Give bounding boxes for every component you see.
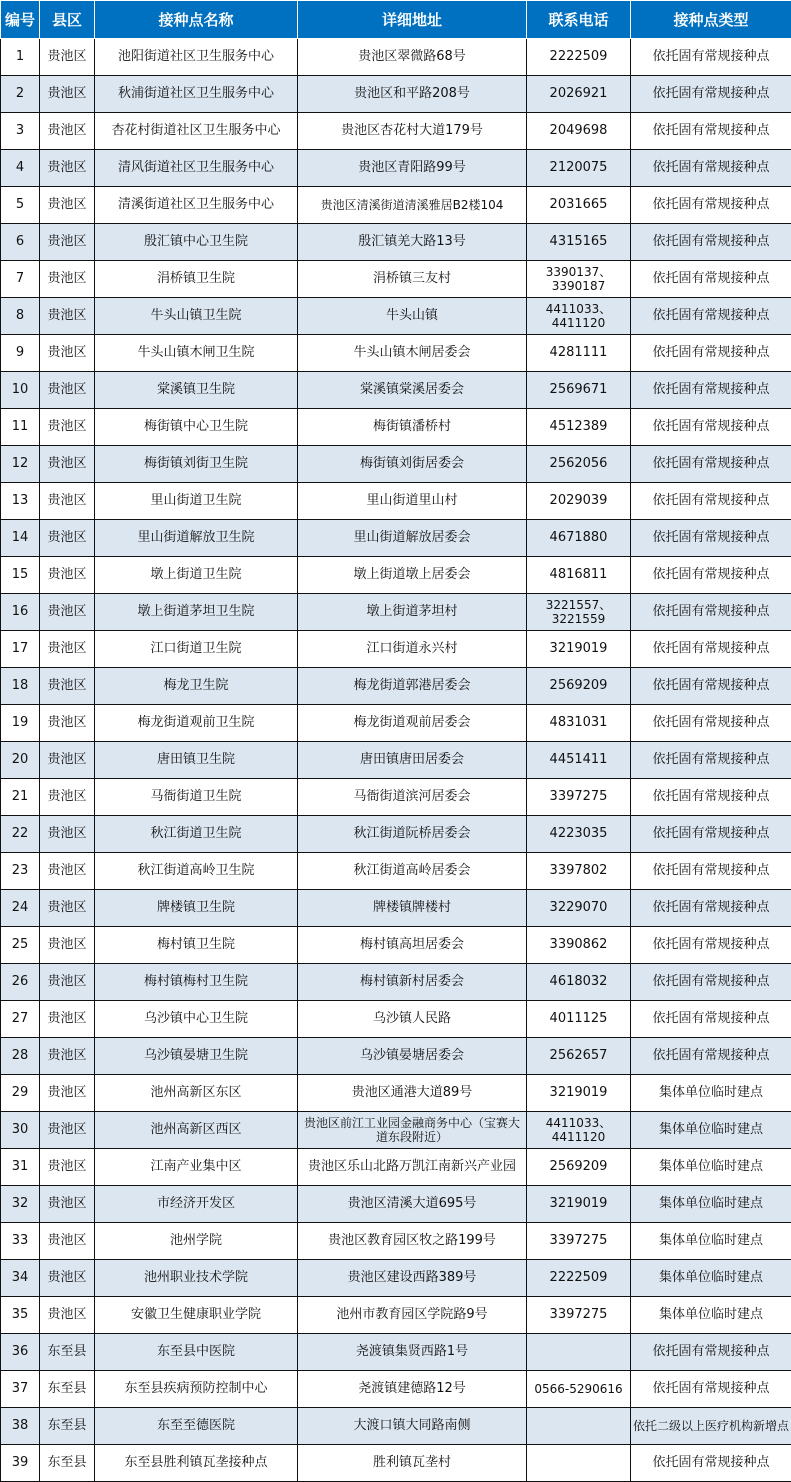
cell-county: 贵池区	[40, 1260, 95, 1297]
cell-county: 贵池区	[40, 779, 95, 816]
table-row	[1, 1186, 791, 1223]
cell-address: 贵池区翠微路68号	[298, 39, 527, 76]
cell-site-name: 东至县中医院	[95, 1334, 298, 1371]
cell-number: 6	[1, 224, 40, 261]
cell-phone: 4512389	[527, 409, 631, 446]
cell-county: 贵池区	[40, 520, 95, 557]
cell-county: 东至县	[40, 1445, 95, 1482]
cell-site-name: 牌楼镇卫生院	[95, 890, 298, 927]
cell-phone	[527, 1445, 631, 1482]
cell-phone: 4618032	[527, 964, 631, 1001]
table-row	[1, 113, 791, 150]
cell-county: 贵池区	[40, 1112, 95, 1149]
table-row	[1, 187, 791, 224]
cell-site-name: 杏花村街道社区卫生服务中心	[95, 113, 298, 150]
cell-number: 3	[1, 113, 40, 150]
table-row	[1, 779, 791, 816]
cell-number: 1	[1, 39, 40, 76]
cell-site-type: 依托固有常规接种点	[631, 742, 791, 779]
cell-phone: 2049698	[527, 113, 631, 150]
cell-address: 贵池区和平路208号	[298, 76, 527, 113]
cell-site-name: 池州高新区东区	[95, 1075, 298, 1112]
cell-county: 贵池区	[40, 335, 95, 372]
cell-number: 26	[1, 964, 40, 1001]
cell-number: 27	[1, 1001, 40, 1038]
cell-site-type: 依托固有常规接种点	[631, 594, 791, 631]
cell-phone: 3397275	[527, 1223, 631, 1260]
table-row	[1, 890, 791, 927]
table-row	[1, 39, 791, 76]
cell-number: 13	[1, 483, 40, 520]
cell-county: 贵池区	[40, 1075, 95, 1112]
cell-county: 贵池区	[40, 742, 95, 779]
cell-site-type: 依托固有常规接种点	[631, 668, 791, 705]
table-row	[1, 1001, 791, 1038]
cell-address: 殷汇镇羌大路13号	[298, 224, 527, 261]
cell-number: 9	[1, 335, 40, 372]
cell-address: 棠溪镇棠溪居委会	[298, 372, 527, 409]
cell-site-type: 集体单位临时建点	[631, 1297, 791, 1334]
cell-phone: 3390137、3390187	[527, 261, 631, 298]
cell-number: 34	[1, 1260, 40, 1297]
cell-site-name: 梅街镇刘街卫生院	[95, 446, 298, 483]
cell-address: 贵池区建设西路389号	[298, 1260, 527, 1297]
cell-county: 东至县	[40, 1408, 95, 1445]
cell-site-type: 依托固有常规接种点	[631, 631, 791, 668]
cell-county: 贵池区	[40, 557, 95, 594]
cell-site-name: 梅村镇梅村卫生院	[95, 964, 298, 1001]
cell-site-name: 殷汇镇中心卫生院	[95, 224, 298, 261]
cell-address: 贵池区通港大道89号	[298, 1075, 527, 1112]
cell-address: 贵池区前江工业园金融商务中心（宝赛大道东段附近）	[298, 1112, 527, 1149]
table-row	[1, 1297, 791, 1334]
cell-site-type: 依托固有常规接种点	[631, 224, 791, 261]
cell-county: 贵池区	[40, 631, 95, 668]
cell-county: 贵池区	[40, 224, 95, 261]
cell-site-name: 东至县胜利镇瓦垄接种点	[95, 1445, 298, 1482]
cell-site-type: 依托固有常规接种点	[631, 1001, 791, 1038]
cell-site-type: 依托固有常规接种点	[631, 927, 791, 964]
table-row	[1, 742, 791, 779]
cell-phone: 2222509	[527, 1260, 631, 1297]
cell-phone: 4315165	[527, 224, 631, 261]
table-row	[1, 816, 791, 853]
cell-site-name: 池州高新区西区	[95, 1112, 298, 1149]
cell-address: 梅街镇潘桥村	[298, 409, 527, 446]
cell-county: 贵池区	[40, 816, 95, 853]
cell-address: 牛头山镇木闸居委会	[298, 335, 527, 372]
cell-number: 4	[1, 150, 40, 187]
cell-phone: 4011125	[527, 1001, 631, 1038]
cell-number: 20	[1, 742, 40, 779]
cell-phone: 3229070	[527, 890, 631, 927]
cell-site-name: 清风街道社区卫生服务中心	[95, 150, 298, 187]
cell-address: 梅村镇高坦居委会	[298, 927, 527, 964]
cell-number: 8	[1, 298, 40, 335]
cell-address: 胜利镇瓦垄村	[298, 1445, 527, 1482]
cell-number: 18	[1, 668, 40, 705]
table-row	[1, 150, 791, 187]
cell-phone: 3397275	[527, 779, 631, 816]
cell-site-name: 乌沙镇中心卫生院	[95, 1001, 298, 1038]
cell-phone: 4671880	[527, 520, 631, 557]
table-row	[1, 557, 791, 594]
cell-site-type: 依托二级以上医疗机构新增点	[631, 1408, 791, 1445]
cell-site-type: 依托固有常规接种点	[631, 446, 791, 483]
table-row	[1, 1334, 791, 1371]
cell-phone: 3219019	[527, 1186, 631, 1223]
cell-site-type: 依托固有常规接种点	[631, 76, 791, 113]
table-row	[1, 964, 791, 1001]
cell-phone: 3390862	[527, 927, 631, 964]
cell-phone: 3219019	[527, 1075, 631, 1112]
cell-phone: 2031665	[527, 187, 631, 224]
cell-phone: 3221557、3221559	[527, 594, 631, 631]
cell-site-type: 依托固有常规接种点	[631, 890, 791, 927]
cell-number: 2	[1, 76, 40, 113]
cell-phone: 0566-5290616	[527, 1371, 631, 1408]
cell-county: 贵池区	[40, 39, 95, 76]
cell-phone: 3397275	[527, 1297, 631, 1334]
cell-site-name: 牛头山镇木闸卫生院	[95, 335, 298, 372]
cell-phone: 4831031	[527, 705, 631, 742]
cell-address: 墩上街道茅坦村	[298, 594, 527, 631]
cell-phone	[527, 1408, 631, 1445]
cell-number: 15	[1, 557, 40, 594]
cell-number: 21	[1, 779, 40, 816]
cell-site-name: 东至至德医院	[95, 1408, 298, 1445]
cell-county: 贵池区	[40, 372, 95, 409]
cell-site-name: 东至县疾病预防控制中心	[95, 1371, 298, 1408]
table-row	[1, 1260, 791, 1297]
cell-number: 14	[1, 520, 40, 557]
cell-phone: 4411033、4411120	[527, 298, 631, 335]
table-row	[1, 1075, 791, 1112]
cell-address: 牌楼镇牌楼村	[298, 890, 527, 927]
table-row	[1, 705, 791, 742]
cell-site-type: 依托固有常规接种点	[631, 409, 791, 446]
cell-number: 23	[1, 853, 40, 890]
table-row	[1, 335, 791, 372]
cell-site-type: 依托固有常规接种点	[631, 705, 791, 742]
cell-address: 贵池区青阳路99号	[298, 150, 527, 187]
cell-site-type: 集体单位临时建点	[631, 1149, 791, 1186]
cell-county: 贵池区	[40, 853, 95, 890]
cell-site-type: 集体单位临时建点	[631, 1112, 791, 1149]
cell-address: 尧渡镇集贤西路1号	[298, 1334, 527, 1371]
cell-number: 25	[1, 927, 40, 964]
cell-county: 东至县	[40, 1334, 95, 1371]
cell-address: 贵池区清溪街道清溪雅居B2楼104	[298, 187, 527, 224]
cell-county: 贵池区	[40, 298, 95, 335]
cell-site-type: 集体单位临时建点	[631, 1075, 791, 1112]
cell-site-type: 依托固有常规接种点	[631, 816, 791, 853]
cell-site-type: 集体单位临时建点	[631, 1223, 791, 1260]
cell-site-name: 市经济开发区	[95, 1186, 298, 1223]
cell-county: 贵池区	[40, 1297, 95, 1334]
cell-site-type: 依托固有常规接种点	[631, 853, 791, 890]
cell-address: 梅龙街道观前居委会	[298, 705, 527, 742]
cell-county: 贵池区	[40, 76, 95, 113]
cell-number: 36	[1, 1334, 40, 1371]
table-row	[1, 483, 791, 520]
cell-address: 梅龙街道郭港居委会	[298, 668, 527, 705]
table-row	[1, 668, 791, 705]
cell-site-name: 池州职业技术学院	[95, 1260, 298, 1297]
cell-county: 贵池区	[40, 1038, 95, 1075]
cell-address: 秋江街道阮桥居委会	[298, 816, 527, 853]
table-row	[1, 446, 791, 483]
cell-number: 30	[1, 1112, 40, 1149]
cell-county: 贵池区	[40, 594, 95, 631]
cell-phone: 4816811	[527, 557, 631, 594]
cell-site-name: 池州学院	[95, 1223, 298, 1260]
cell-number: 11	[1, 409, 40, 446]
cell-address: 乌沙镇晏塘居委会	[298, 1038, 527, 1075]
cell-site-name: 池阳街道社区卫生服务中心	[95, 39, 298, 76]
cell-county: 贵池区	[40, 446, 95, 483]
cell-county: 贵池区	[40, 150, 95, 187]
table-row	[1, 1149, 791, 1186]
cell-number: 33	[1, 1223, 40, 1260]
cell-county: 贵池区	[40, 483, 95, 520]
cell-address: 涓桥镇三友村	[298, 261, 527, 298]
cell-county: 贵池区	[40, 927, 95, 964]
cell-site-type: 依托固有常规接种点	[631, 964, 791, 1001]
cell-address: 池州市教育园区学院路9号	[298, 1297, 527, 1334]
table-body	[1, 39, 791, 1482]
cell-site-name: 江口街道卫生院	[95, 631, 298, 668]
header-phone: 联系电话	[527, 1, 631, 39]
table-row	[1, 853, 791, 890]
cell-county: 贵池区	[40, 705, 95, 742]
header-row	[1, 1, 791, 39]
cell-site-name: 清溪街道社区卫生服务中心	[95, 187, 298, 224]
cell-phone: 4281111	[527, 335, 631, 372]
cell-site-type: 依托固有常规接种点	[631, 335, 791, 372]
cell-site-name: 乌沙镇晏塘卫生院	[95, 1038, 298, 1075]
cell-county: 贵池区	[40, 113, 95, 150]
cell-site-name: 梅龙卫生院	[95, 668, 298, 705]
table-header	[1, 1, 791, 39]
cell-address: 乌沙镇人民路	[298, 1001, 527, 1038]
cell-phone: 2562056	[527, 446, 631, 483]
cell-site-type: 依托固有常规接种点	[631, 1038, 791, 1075]
cell-site-name: 安徽卫生健康职业学院	[95, 1297, 298, 1334]
cell-address: 马衙街道滨河居委会	[298, 779, 527, 816]
cell-site-type: 依托固有常规接种点	[631, 1334, 791, 1371]
cell-number: 28	[1, 1038, 40, 1075]
cell-phone: 3219019	[527, 631, 631, 668]
cell-county: 贵池区	[40, 668, 95, 705]
cell-number: 32	[1, 1186, 40, 1223]
cell-number: 39	[1, 1445, 40, 1482]
cell-phone: 2562657	[527, 1038, 631, 1075]
cell-address: 唐田镇唐田居委会	[298, 742, 527, 779]
cell-county: 贵池区	[40, 1223, 95, 1260]
cell-address: 贵池区乐山北路万凯江南新兴产业园	[298, 1149, 527, 1186]
cell-site-name: 梅龙街道观前卫生院	[95, 705, 298, 742]
cell-address: 贵池区杏花村大道179号	[298, 113, 527, 150]
cell-phone: 4223035	[527, 816, 631, 853]
table-row	[1, 76, 791, 113]
header-number: 编号	[1, 1, 40, 39]
cell-site-name: 秋浦街道社区卫生服务中心	[95, 76, 298, 113]
cell-number: 16	[1, 594, 40, 631]
cell-address: 尧渡镇建德路12号	[298, 1371, 527, 1408]
cell-phone: 2569209	[527, 1149, 631, 1186]
cell-number: 5	[1, 187, 40, 224]
table-row	[1, 372, 791, 409]
cell-number: 19	[1, 705, 40, 742]
cell-phone: 4411033、4411120	[527, 1112, 631, 1149]
table-row	[1, 298, 791, 335]
cell-phone: 2029039	[527, 483, 631, 520]
header-address: 详细地址	[298, 1, 527, 39]
cell-site-type: 依托固有常规接种点	[631, 779, 791, 816]
cell-site-type: 依托固有常规接种点	[631, 1371, 791, 1408]
cell-county: 贵池区	[40, 964, 95, 1001]
cell-address: 梅村镇新村居委会	[298, 964, 527, 1001]
table-row	[1, 631, 791, 668]
cell-address: 里山街道解放居委会	[298, 520, 527, 557]
cell-number: 24	[1, 890, 40, 927]
cell-address: 贵池区教育园区牧之路199号	[298, 1223, 527, 1260]
cell-site-type: 依托固有常规接种点	[631, 520, 791, 557]
cell-site-type: 依托固有常规接种点	[631, 1445, 791, 1482]
cell-number: 38	[1, 1408, 40, 1445]
cell-site-type: 依托固有常规接种点	[631, 261, 791, 298]
cell-site-name: 马衙街道卫生院	[95, 779, 298, 816]
table-row	[1, 1445, 791, 1482]
header-site-name: 接种点名称	[95, 1, 298, 39]
cell-number: 10	[1, 372, 40, 409]
cell-site-name: 江南产业集中区	[95, 1149, 298, 1186]
cell-phone: 2222509	[527, 39, 631, 76]
cell-site-type: 依托固有常规接种点	[631, 113, 791, 150]
cell-address: 秋江街道高岭居委会	[298, 853, 527, 890]
table-row	[1, 927, 791, 964]
cell-phone: 3397802	[527, 853, 631, 890]
table-row	[1, 1112, 791, 1149]
cell-site-type: 依托固有常规接种点	[631, 483, 791, 520]
cell-county: 贵池区	[40, 890, 95, 927]
cell-site-name: 梅街镇中心卫生院	[95, 409, 298, 446]
table-row	[1, 261, 791, 298]
cell-address: 里山街道里山村	[298, 483, 527, 520]
cell-county: 贵池区	[40, 409, 95, 446]
cell-site-type: 依托固有常规接种点	[631, 187, 791, 224]
cell-site-name: 秋江街道卫生院	[95, 816, 298, 853]
cell-site-name: 里山街道卫生院	[95, 483, 298, 520]
cell-site-name: 涓桥镇卫生院	[95, 261, 298, 298]
cell-site-type: 依托固有常规接种点	[631, 372, 791, 409]
table-row	[1, 224, 791, 261]
cell-site-name: 梅村镇卫生院	[95, 927, 298, 964]
table-row	[1, 409, 791, 446]
cell-site-type: 集体单位临时建点	[631, 1260, 791, 1297]
cell-phone: 2569209	[527, 668, 631, 705]
table-row	[1, 1223, 791, 1260]
cell-site-type: 集体单位临时建点	[631, 1186, 791, 1223]
cell-site-type: 依托固有常规接种点	[631, 557, 791, 594]
cell-number: 17	[1, 631, 40, 668]
cell-number: 22	[1, 816, 40, 853]
cell-county: 贵池区	[40, 1001, 95, 1038]
cell-address: 江口街道永兴村	[298, 631, 527, 668]
header-county: 县区	[40, 1, 95, 39]
cell-address: 梅街镇刘街居委会	[298, 446, 527, 483]
table-row	[1, 1408, 791, 1445]
cell-site-name: 墩上街道卫生院	[95, 557, 298, 594]
table-row	[1, 520, 791, 557]
cell-site-type: 依托固有常规接种点	[631, 39, 791, 76]
cell-number: 29	[1, 1075, 40, 1112]
cell-site-type: 依托固有常规接种点	[631, 298, 791, 335]
cell-county: 贵池区	[40, 261, 95, 298]
cell-phone: 2569671	[527, 372, 631, 409]
cell-address: 墩上街道墩上居委会	[298, 557, 527, 594]
cell-number: 35	[1, 1297, 40, 1334]
cell-address: 贵池区清溪大道695号	[298, 1186, 527, 1223]
cell-site-type: 依托固有常规接种点	[631, 150, 791, 187]
cell-number: 12	[1, 446, 40, 483]
cell-site-name: 牛头山镇卫生院	[95, 298, 298, 335]
header-site-type: 接种点类型	[631, 1, 791, 39]
cell-site-name: 唐田镇卫生院	[95, 742, 298, 779]
cell-number: 7	[1, 261, 40, 298]
cell-phone: 4451411	[527, 742, 631, 779]
table-row	[1, 1038, 791, 1075]
cell-address: 牛头山镇	[298, 298, 527, 335]
cell-county: 贵池区	[40, 187, 95, 224]
cell-county: 东至县	[40, 1371, 95, 1408]
table-row	[1, 594, 791, 631]
cell-site-name: 墩上街道茅坦卫生院	[95, 594, 298, 631]
cell-number: 37	[1, 1371, 40, 1408]
cell-site-name: 棠溪镇卫生院	[95, 372, 298, 409]
cell-county: 贵池区	[40, 1149, 95, 1186]
cell-phone: 2120075	[527, 150, 631, 187]
cell-phone	[527, 1334, 631, 1371]
cell-number: 31	[1, 1149, 40, 1186]
cell-phone: 2026921	[527, 76, 631, 113]
cell-address: 大渡口镇大同路南侧	[298, 1408, 527, 1445]
cell-site-name: 秋江街道高岭卫生院	[95, 853, 298, 890]
cell-county: 贵池区	[40, 1186, 95, 1223]
table-row	[1, 1371, 791, 1408]
cell-site-name: 里山街道解放卫生院	[95, 520, 298, 557]
